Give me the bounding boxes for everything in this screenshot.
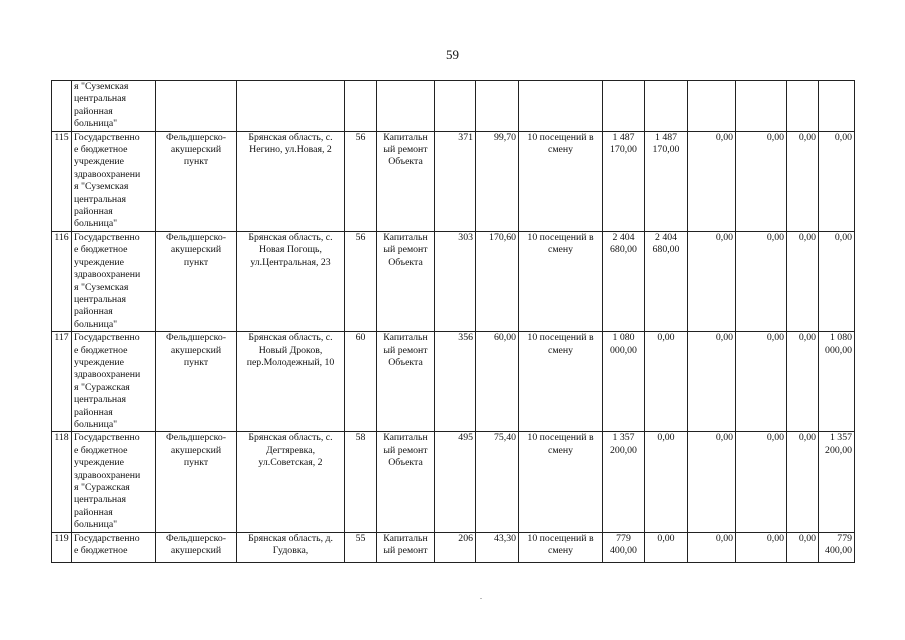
cell-text: 371 [458,131,473,143]
table-cell [645,332,688,432]
table-cell [603,81,645,132]
cell-text: 0,00 [657,332,675,344]
cell-text: 0,00 [834,231,852,243]
cell-text: 115 [54,131,69,143]
table-cell [72,81,156,132]
cell-text: 1 080 000,00 [610,332,637,356]
table-cell [476,532,519,562]
table-cell [819,231,855,331]
cell-text: Фельдшерско- акушерский пункт [166,231,226,268]
cell-text: 56 [355,231,366,243]
cell-text: 0,00 [798,131,816,143]
table-cell [819,432,855,532]
table-cell [476,131,519,231]
cell-text: 1 487 170,00 [652,131,680,156]
cell-text: Фельдшерско- акушерский пункт [166,131,226,168]
cell-text: 495 [458,432,473,444]
table-cell [476,332,519,432]
table-cell [688,432,736,532]
cell-text: 779 400,00 [825,532,852,557]
cell-text: Государственно е бюджетное учреждение здравоохранени я "Суземская центральная районная больница" [74,231,141,330]
cell-text: 60 [355,332,366,344]
cell-text: 0,00 [715,532,733,544]
table-cell [156,432,237,532]
table-cell [476,231,519,331]
page-number: 59 [446,47,459,62]
cell-text: Фельдшерско- акушерский [166,532,226,557]
cell-text: 10 посещений в смену [527,532,594,557]
cell-text: 2 404 680,00 [652,231,680,256]
facility-table [51,80,855,563]
table-cell [377,81,435,132]
table-cell [52,432,72,532]
cell-text: Капитальн ый ремонт Объекта [383,332,428,368]
cell-text: Капитальн ый ремонт Объекта [383,131,428,168]
table-cell [377,532,435,562]
cell-text: 0,00 [766,231,784,243]
table-cell [237,131,345,231]
table-row [52,231,855,331]
cell-text: Государственно е бюджетное [74,532,140,557]
table-cell [519,432,603,532]
table-cell [156,532,237,562]
cell-text: 56 [355,131,366,143]
cell-text: 75,40 [493,432,516,444]
table-cell [787,332,819,432]
table-cell [435,432,476,532]
table-cell [736,432,787,532]
table-cell [688,81,736,132]
table-cell [787,432,819,532]
table-cell [787,131,819,231]
table-cell [819,532,855,562]
table-cell [819,131,855,231]
cell-text: 119 [54,532,69,544]
table-cell [603,131,645,231]
table-cell [787,231,819,331]
table-cell [52,131,72,231]
table-cell [435,231,476,331]
cell-text: 99,70 [493,131,516,143]
table-cell [736,81,787,132]
table-cell [519,332,603,432]
cell-text: 55 [355,532,366,544]
table-cell [435,81,476,132]
table-cell [519,131,603,231]
table-cell [52,332,72,432]
table-cell [237,432,345,532]
table-cell [476,432,519,532]
cell-text: 2 404 680,00 [610,231,637,256]
cell-text: 10 посещений в смену [527,332,594,356]
table-cell [345,131,377,231]
table-cell [688,332,736,432]
cell-text: Капитальн ый ремонт Объекта [383,432,428,469]
cell-text: 0,00 [766,532,784,544]
table-cell [736,231,787,331]
cell-text: 0,00 [834,131,852,143]
table-cell [156,131,237,231]
cell-text: 117 [54,332,69,344]
table-body [52,81,855,563]
cell-text: 0,00 [715,332,733,344]
table-cell [435,332,476,432]
table-cell [819,332,855,432]
cell-text: Брянская область, с. Дегтяревка, ул.Советская, 2 [248,432,333,469]
cell-text: Капитальн ый ремонт Объекта [383,231,428,268]
cell-text: 0,00 [715,131,733,143]
table-cell [603,332,645,432]
table-cell [645,532,688,562]
table-cell [237,231,345,331]
cell-text: 356 [458,332,473,344]
scan-artifact [480,598,482,599]
table-cell [52,231,72,331]
cell-text: 58 [355,432,366,444]
cell-text: 1 357 200,00 [610,432,637,456]
table-cell [476,81,519,132]
table-cell [345,231,377,331]
cell-text: 1 357 200,00 [825,432,852,456]
cell-text: 170,60 [489,231,516,243]
cell-text: 0,00 [798,432,816,444]
table-cell [237,332,345,432]
table-cell [435,532,476,562]
cell-text: 116 [54,231,69,243]
table-cell [156,332,237,432]
cell-text: 43,30 [493,532,516,544]
table-cell [237,81,345,132]
table-cell [736,131,787,231]
cell-text: 0,00 [798,532,816,544]
table-cell [787,532,819,562]
table-cell [345,532,377,562]
table-cell [377,332,435,432]
cell-text: Фельдшерско- акушерский пункт [166,332,226,368]
cell-text: 10 посещений в смену [527,131,594,156]
table-cell [72,332,156,432]
table-cell [736,532,787,562]
table-row [52,332,855,432]
cell-text: Государственно е бюджетное учреждение здравоохранени я "Суражская центральная районная больница" [74,432,141,531]
cell-text: Государственно е бюджетное учреждение здравоохранени я "Суземская центральная районная больница" [74,131,141,230]
table-cell [345,332,377,432]
table-cell [345,81,377,132]
table-cell [688,131,736,231]
table-row [52,532,855,562]
table-cell [435,131,476,231]
table-cell [688,231,736,331]
table-cell [736,332,787,432]
table-cell [52,532,72,562]
cell-text: 1 487 170,00 [610,131,637,156]
cell-text: Капитальн ый ремонт [383,532,428,557]
cell-text: Брянская область, д. Гудовка, [248,532,333,557]
table-cell [603,231,645,331]
cell-text: 0,00 [766,332,784,344]
table-cell [519,231,603,331]
cell-text: 779 400,00 [610,532,637,557]
table-cell [377,231,435,331]
cell-text: 206 [458,532,473,544]
table-cell [603,532,645,562]
cell-text: 10 посещений в смену [527,432,594,456]
cell-text: 0,00 [798,231,816,243]
cell-text: Брянская область, с. Новый Дроков, пер.Молодежный, 10 [246,332,335,368]
table-row [52,131,855,231]
cell-text: 0,00 [657,432,675,444]
cell-text: 303 [458,231,473,243]
cell-text: 0,00 [657,532,675,544]
table-cell [603,432,645,532]
table-cell [72,231,156,331]
cell-text: я "Суземская центральная районная больница" [74,81,129,130]
cell-text: Фельдшерско- акушерский пункт [166,432,226,469]
table-row [52,81,855,132]
cell-text: 1 080 000,00 [825,332,852,356]
table-cell [377,432,435,532]
cell-text: 0,00 [766,432,784,444]
table-cell [156,231,237,331]
cell-text: 0,00 [715,432,733,444]
table-cell [377,131,435,231]
table-cell [645,231,688,331]
cell-text: 0,00 [766,131,784,143]
table-cell [645,432,688,532]
table-cell [345,432,377,532]
table-cell [819,81,855,132]
cell-text: Брянская область, с. Новая Погощь, ул.Центральная, 23 [248,231,333,268]
table-cell [72,532,156,562]
table-cell [787,81,819,132]
cell-text: 60,00 [493,332,516,344]
cell-text: 0,00 [798,332,816,344]
table-cell [52,81,72,132]
table-cell [519,81,603,132]
table-cell [645,131,688,231]
table-cell [519,532,603,562]
cell-text: 0,00 [715,231,733,243]
table-cell [645,81,688,132]
table-cell [72,432,156,532]
cell-text: Государственно е бюджетное учреждение здравоохранени я "Суражская центральная районная больница" [74,332,141,430]
cell-text: 10 посещений в смену [527,231,594,256]
table-cell [688,532,736,562]
table-cell [156,81,237,132]
cell-text: 118 [54,432,69,444]
table-cell [237,532,345,562]
table-row [52,432,855,532]
cell-text: Брянская область, с. Негино, ул.Новая, 2 [248,131,333,156]
table-cell [72,131,156,231]
